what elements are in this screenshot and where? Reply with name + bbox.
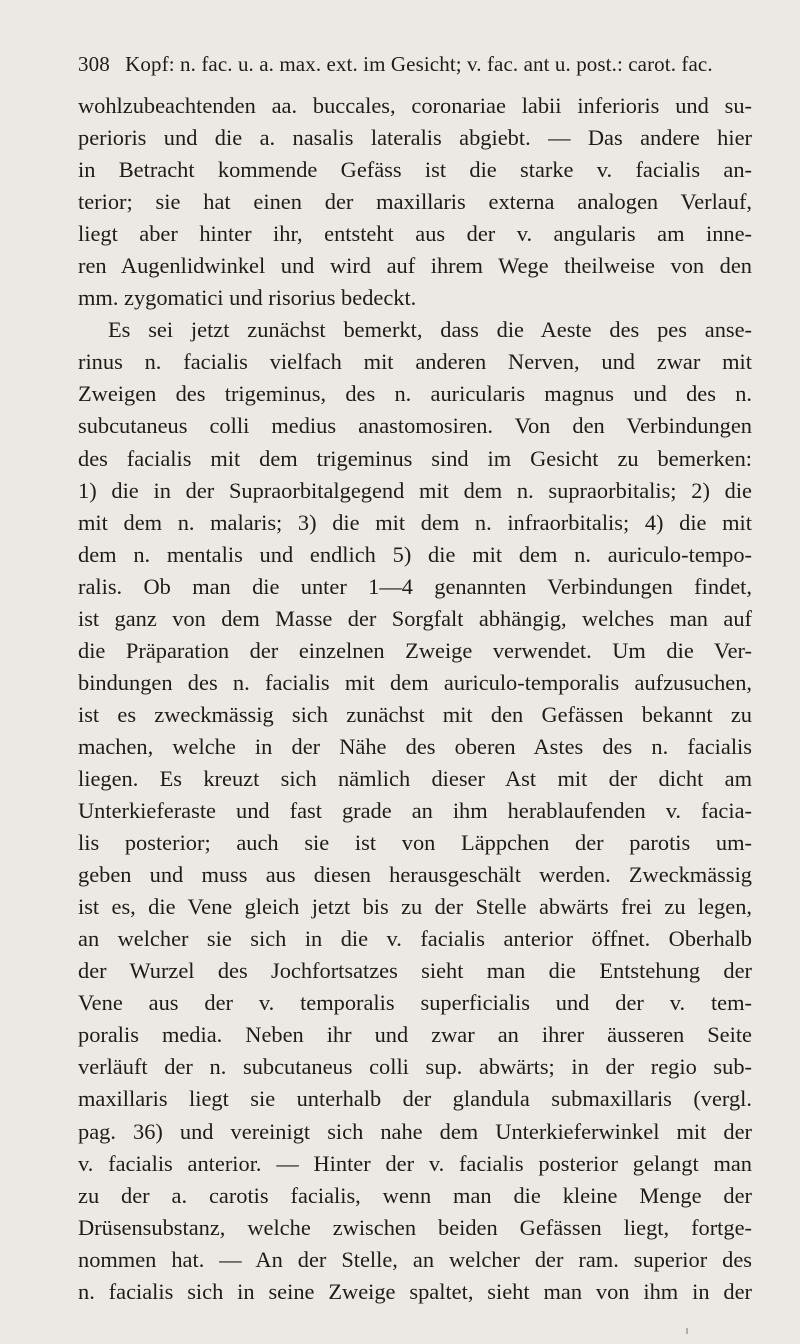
text-line: verläuft der n. subcutaneus colli sup. abwärts; in der regio sub- — [78, 1054, 752, 1080]
text-line: 1) die in der Supraorbitalgegend mit dem n. supraorbitalis; 2) die — [78, 477, 752, 503]
text-line: Es sei jetzt zunächst bemerkt, dass die Aeste des pes anse- — [108, 317, 752, 343]
running-head — [78, 51, 758, 77]
text-line: nommen hat. — An der Stelle, an welcher der ram. superior des — [78, 1246, 752, 1272]
text-line: ist es zweckmässig sich zunächst mit den Gefässen bekannt zu — [78, 701, 752, 727]
text-line: v. facialis anterior. — Hinter der v. facialis posterior gelangt man — [78, 1150, 752, 1176]
text-line: ist es, die Vene gleich jetzt bis zu der Stelle abwärts frei zu legen, — [78, 894, 752, 920]
text-line: bindungen des n. facialis mit dem auriculo-temporalis aufzusuchen, — [78, 669, 752, 695]
text-line: mit dem n. malaris; 3) die mit dem n. infraorbitalis; 4) die mit — [78, 509, 752, 535]
text-line: dem n. mentalis und endlich 5) die mit dem n. auriculo-tempo- — [78, 541, 752, 567]
text-line: lis posterior; auch sie ist von Läppchen der parotis um- — [78, 830, 752, 856]
text-line: Unterkieferaste und fast grade an ihm herablaufenden v. facia- — [78, 798, 752, 824]
text-line: zu der a. carotis facialis, wenn man die kleine Menge der — [78, 1182, 752, 1208]
running-title: Kopf: n. fac. u. a. max. ext. im Gesicht; v. fac. ant u. post.: carot. fac. — [125, 52, 713, 76]
page-number: 308 — [78, 52, 110, 76]
text-line: geben und muss aus diesen herausgeschält werden. Zweckmässig — [78, 862, 752, 888]
text-line: in Betracht kommende Gefäss ist die starke v. facialis an- — [78, 157, 752, 183]
text-line: maxillaris liegt sie unterhalb der glandula submaxillaris (vergl. — [78, 1086, 752, 1112]
text-line: der Wurzel des Jochfortsatzes sieht man die Entstehung der — [78, 958, 752, 984]
text-line: an welcher sie sich in die v. facialis anterior öffnet. Oberhalb — [78, 926, 752, 952]
text-line: perioris und die a. nasalis lateralis abgiebt. — Das andere hier — [78, 125, 752, 151]
text-line: liegen. Es kreuzt sich nämlich dieser Ast mit der dicht am — [78, 765, 752, 791]
text-line: liegt aber hinter ihr, entsteht aus der v. angularis am inne- — [78, 221, 752, 247]
text-line: ren Augenlidwinkel und wird auf ihrem Wege theilweise von den — [78, 253, 752, 279]
text-line: Zweigen des trigeminus, des n. auricularis magnus und des n. — [78, 381, 752, 407]
text-line: subcutaneus colli medius anastomosiren. Von den Verbindungen — [78, 413, 752, 439]
text-line: mm. zygomatici und risorius bedeckt. — [78, 285, 417, 311]
text-line: Vene aus der v. temporalis superficialis und der v. tem- — [78, 990, 752, 1016]
text-line: rinus n. facialis vielfach mit anderen Nerven, und zwar mit — [78, 349, 752, 375]
text-line: poralis media. Neben ihr und zwar an ihrer äusseren Seite — [78, 1022, 752, 1048]
text-line: des facialis mit dem trigeminus sind im Gesicht zu bemerken: — [78, 445, 752, 471]
text-line: wohlzubeachtenden aa. buccales, coronariae labii inferioris und su- — [78, 93, 752, 118]
text-line: terior; sie hat einen der maxillaris externa analogen Verlauf, — [78, 189, 752, 215]
text-line: ralis. Ob man die unter 1—4 genannten Verbindungen findet, — [78, 573, 752, 599]
text-line: Drüsensubstanz, welche zwischen beiden Gefässen liegt, fortge- — [78, 1214, 752, 1240]
text-line: ist ganz von dem Masse der Sorgfalt abhängig, welches man auf — [78, 605, 752, 631]
text-line: pag. 36) und vereinigt sich nahe dem Unterkieferwinkel mit der — [78, 1118, 752, 1144]
body-text — [78, 90, 752, 1308]
text-line: machen, welche in der Nähe des oberen Astes des n. facialis — [78, 733, 752, 759]
text-line: n. facialis sich in seine Zweige spaltet, sieht man von ihm in der — [78, 1278, 752, 1304]
print-speckle — [686, 1328, 688, 1334]
text-line: die Präparation der einzelnen Zweige verwendet. Um die Ver- — [78, 637, 752, 663]
